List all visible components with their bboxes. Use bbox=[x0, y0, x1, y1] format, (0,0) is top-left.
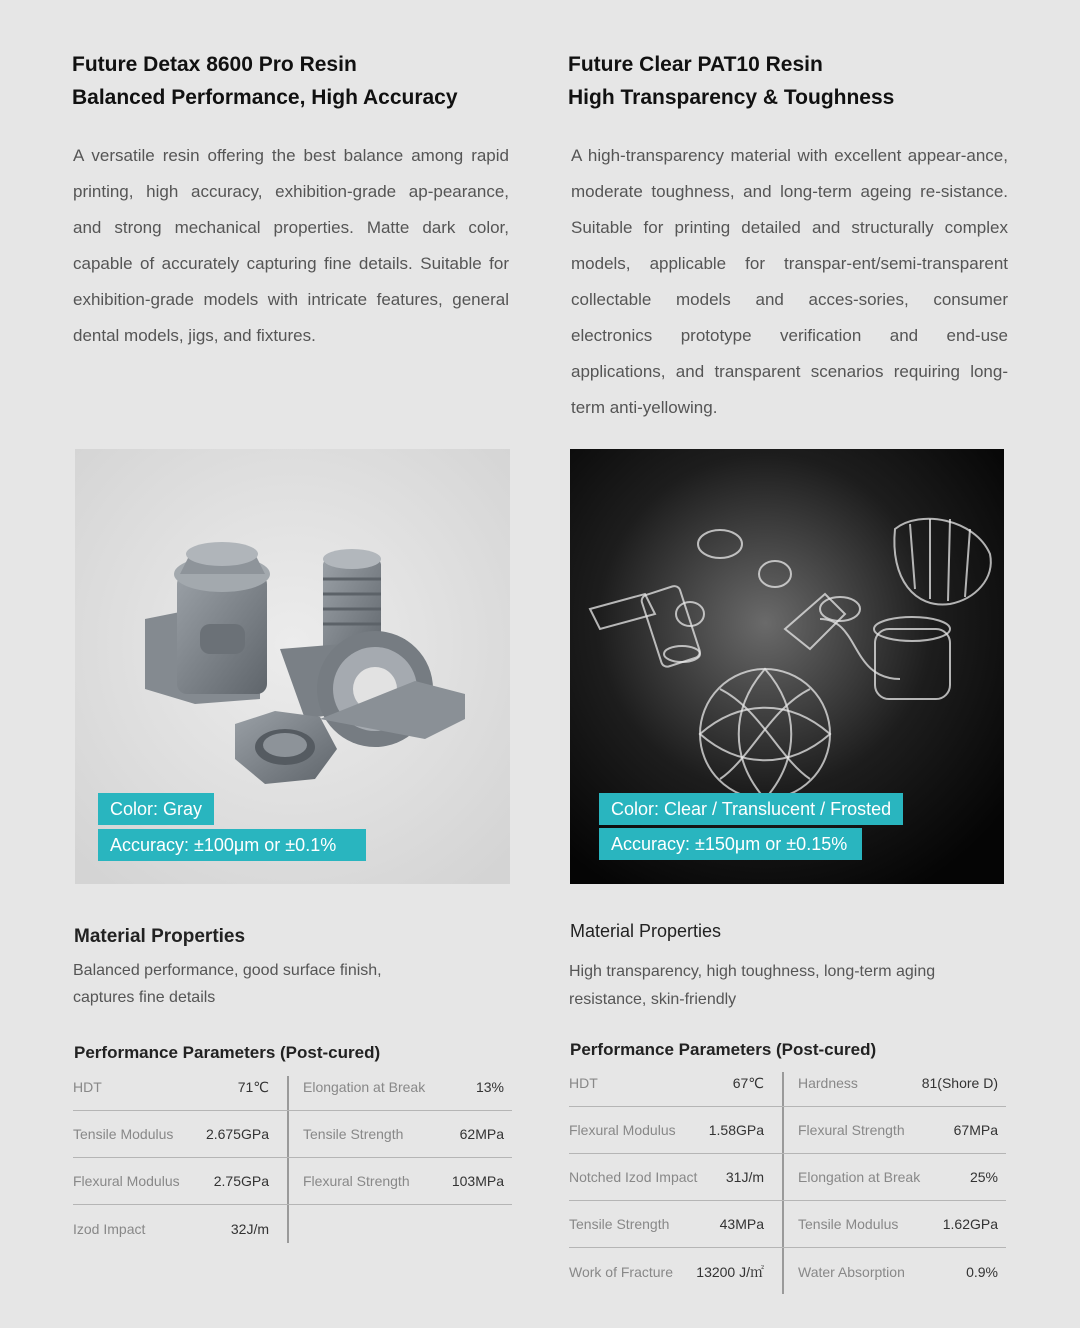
product-description: A high-transparency material with excellent appear-ance, moderate toughness, and long-term ageing re-sistance. Suitable for printing detailed and structurally complex models, applicable for transpar-ent/semi-transparent collectable models and acces-sories, consumer electronics prototype verification and end-use applications, and transparent scenarios requiring long-term anti-yellowing. bbox=[571, 146, 1008, 417]
table-row bbox=[569, 1248, 1006, 1295]
param-label: Flexural Modulus bbox=[73, 1173, 180, 1189]
param-value: 13200 J/㎡ bbox=[696, 1263, 764, 1280]
param-cell-right bbox=[303, 1111, 504, 1157]
param-value: 71℃ bbox=[237, 1078, 269, 1095]
param-label: Flexural Strength bbox=[303, 1173, 410, 1189]
param-cell-right bbox=[303, 1158, 504, 1204]
material-desc-line-1: Balanced performance, good surface finish, bbox=[73, 962, 382, 979]
param-label: Hardness bbox=[798, 1075, 858, 1091]
param-cell-left bbox=[569, 1154, 764, 1200]
param-label: HDT bbox=[73, 1079, 102, 1095]
material-properties-desc bbox=[569, 958, 935, 1014]
material-desc-line-2: captures fine details bbox=[73, 989, 216, 1006]
param-label: Flexural Modulus bbox=[569, 1122, 676, 1138]
param-cell-right bbox=[798, 1248, 998, 1295]
param-cell-right bbox=[798, 1060, 998, 1106]
color-tag: Color: Gray bbox=[98, 793, 214, 825]
param-value: 31J/m bbox=[725, 1169, 764, 1185]
table-row bbox=[569, 1154, 1006, 1201]
param-value: 81(Shore D) bbox=[921, 1075, 998, 1091]
table-row bbox=[73, 1111, 512, 1158]
performance-table bbox=[73, 1064, 512, 1252]
param-cell-left bbox=[73, 1158, 269, 1204]
param-cell-left bbox=[569, 1248, 764, 1295]
param-value: 103MPa bbox=[451, 1173, 504, 1189]
material-properties-title: Material Properties bbox=[74, 926, 246, 947]
product-title bbox=[568, 48, 894, 114]
accuracy-tag: Accuracy: ±100μm or ±0.1% bbox=[98, 829, 366, 861]
product-photo-gray-parts bbox=[75, 449, 510, 884]
param-label: Elongation at Break bbox=[798, 1169, 921, 1185]
material-desc-line-2: resistance, skin-friendly bbox=[569, 991, 737, 1008]
param-value: 62MPa bbox=[459, 1126, 504, 1142]
param-value: 2.75GPa bbox=[213, 1173, 269, 1189]
param-cell-right bbox=[798, 1154, 998, 1200]
param-value: 32J/m bbox=[230, 1220, 269, 1237]
product-photo-clear-parts bbox=[570, 449, 1004, 884]
param-label: Flexural Strength bbox=[798, 1122, 905, 1138]
table-row bbox=[569, 1060, 1006, 1107]
param-cell-left bbox=[569, 1201, 764, 1247]
performance-table bbox=[569, 1060, 1006, 1295]
param-label: Notched Izod Impact bbox=[569, 1169, 698, 1185]
param-cell-left bbox=[73, 1064, 269, 1110]
performance-parameters-title: Performance Parameters (Post-cured) bbox=[74, 1043, 381, 1062]
param-cell-left bbox=[569, 1060, 764, 1106]
accuracy-tag: Accuracy: ±150μm or ±0.15% bbox=[599, 828, 862, 860]
param-value: 2.675GPa bbox=[205, 1126, 269, 1142]
param-value: 1.58GPa bbox=[708, 1122, 764, 1138]
material-desc-line-1: High transparency, high toughness, long-term aging bbox=[569, 963, 936, 980]
param-label: Tensile Modulus bbox=[798, 1216, 899, 1232]
param-value: 67MPa bbox=[953, 1122, 998, 1138]
param-label: Work of Fracture bbox=[569, 1263, 673, 1280]
param-label: Tensile Strength bbox=[303, 1126, 404, 1142]
param-label: Water Absorption bbox=[798, 1263, 905, 1280]
param-label: Tensile Modulus bbox=[73, 1126, 174, 1142]
table-row bbox=[569, 1107, 1006, 1154]
param-cell-right bbox=[798, 1107, 998, 1153]
material-properties-desc bbox=[73, 957, 382, 1011]
performance-parameters-title: Performance Parameters (Post-cured) bbox=[570, 1040, 877, 1059]
param-value: 13% bbox=[475, 1079, 504, 1095]
product-title bbox=[72, 48, 458, 114]
param-cell-right bbox=[303, 1205, 504, 1252]
param-cell-right bbox=[303, 1064, 504, 1110]
param-cell-left bbox=[73, 1205, 269, 1252]
param-value: 0.9% bbox=[966, 1263, 998, 1280]
param-cell-left bbox=[73, 1111, 269, 1157]
param-cell-left bbox=[569, 1107, 764, 1153]
param-label: HDT bbox=[569, 1075, 598, 1091]
param-label: Elongation at Break bbox=[303, 1079, 426, 1095]
title-line-2: Balanced Performance, High Accuracy bbox=[72, 86, 458, 109]
title-line-1: Future Clear PAT10 Resin bbox=[568, 53, 823, 76]
param-cell-right bbox=[798, 1201, 998, 1247]
product-description: A versatile resin offering the best balance among rapid printing, high accuracy, exhibition-grade ap-pearance, and strong mechanical properties. Matte dark color, capable of accurately capturing fine details. Suitable for exhibition-grade models with intricate features, general dental models, jigs, and fixtures. bbox=[73, 146, 509, 345]
param-value: 67℃ bbox=[732, 1074, 764, 1091]
title-line-1: Future Detax 8600 Pro Resin bbox=[72, 53, 357, 76]
table-row bbox=[73, 1205, 512, 1252]
param-value: 43MPa bbox=[719, 1216, 764, 1232]
material-properties-title: Material Properties bbox=[570, 921, 722, 941]
color-tag: Color: Clear / Translucent / Frosted bbox=[599, 793, 903, 825]
param-value: 25% bbox=[969, 1169, 998, 1185]
param-value: 1.62GPa bbox=[942, 1216, 998, 1232]
param-label: Tensile Strength bbox=[569, 1216, 670, 1232]
table-row bbox=[73, 1158, 512, 1205]
title-line-2: High Transparency & Toughness bbox=[568, 86, 895, 109]
table-row bbox=[569, 1201, 1006, 1248]
param-label: Izod Impact bbox=[73, 1220, 146, 1237]
table-row bbox=[73, 1064, 512, 1111]
